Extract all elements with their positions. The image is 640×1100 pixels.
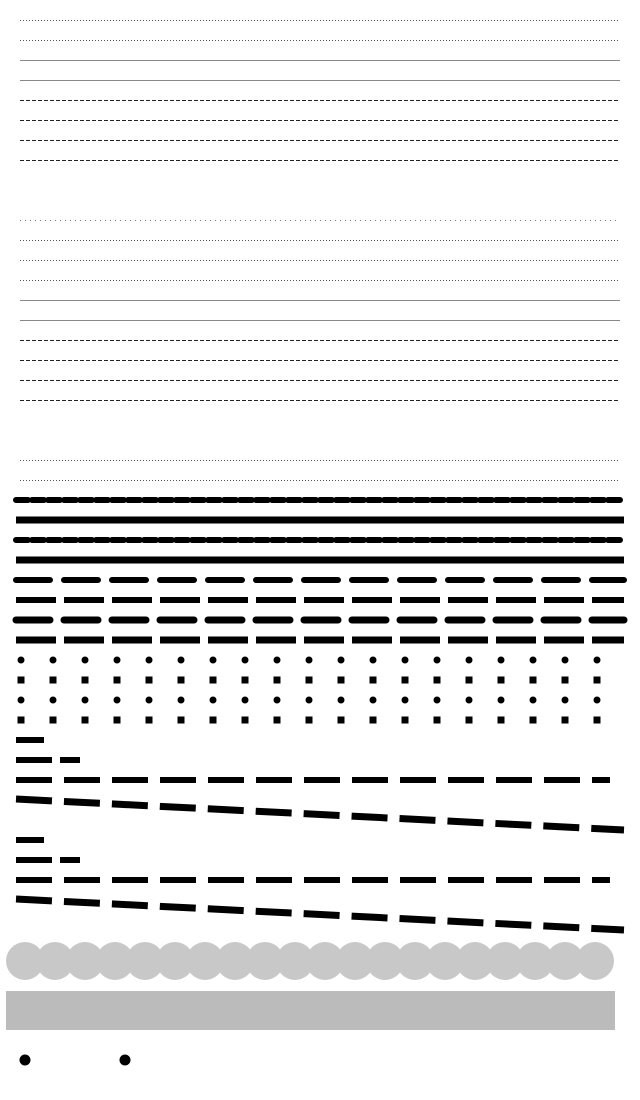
square-row-1-mark-11 xyxy=(370,677,377,684)
dash-sequence-2 xyxy=(16,840,624,930)
dot-row-0-mark-9 xyxy=(306,657,313,664)
dot-row-0-mark-7 xyxy=(242,657,249,664)
dot-row-2-mark-2 xyxy=(82,697,89,704)
dot-row-0-mark-14 xyxy=(466,657,473,664)
dot-row-2-mark-5 xyxy=(178,697,185,704)
thick-group xyxy=(16,500,624,724)
square-row-3-mark-16 xyxy=(530,717,537,724)
thin-group-b xyxy=(20,221,620,401)
dot-row-0-mark-1 xyxy=(50,657,57,664)
dot-row-0-mark-2 xyxy=(82,657,89,664)
dot-row-0-mark-15 xyxy=(498,657,505,664)
bottom-dot-0 xyxy=(20,1055,31,1066)
square-row-1-mark-10 xyxy=(338,677,345,684)
grey-band-rect xyxy=(6,991,615,1030)
dot-row-0-mark-17 xyxy=(562,657,569,664)
bottom-dot-1 xyxy=(120,1055,131,1066)
square-row-3-mark-1 xyxy=(50,717,57,724)
square-row-1-mark-3 xyxy=(114,677,121,684)
square-row-1-mark-14 xyxy=(466,677,473,684)
dash-sequence-1 xyxy=(16,740,624,830)
dot-row-0-mark-16 xyxy=(530,657,537,664)
square-row-1-mark-1 xyxy=(50,677,57,684)
dot-row-2-mark-17 xyxy=(562,697,569,704)
dot-row-0-mark-12 xyxy=(402,657,409,664)
square-row-3-mark-9 xyxy=(306,717,313,724)
dot-row-0-mark-18 xyxy=(594,657,601,664)
dot-row-2-mark-16 xyxy=(530,697,537,704)
blob-19 xyxy=(576,942,614,980)
square-row-1-mark-5 xyxy=(178,677,185,684)
dot-row-0-mark-3 xyxy=(114,657,121,664)
dot-row-2-mark-12 xyxy=(402,697,409,704)
square-row-3-mark-11 xyxy=(370,717,377,724)
square-row-1-mark-0 xyxy=(18,677,25,684)
grey-band xyxy=(6,991,615,1030)
square-row-3-mark-8 xyxy=(274,717,281,724)
square-row-1-mark-16 xyxy=(530,677,537,684)
square-row-3-mark-2 xyxy=(82,717,89,724)
dot-row-0-mark-6 xyxy=(210,657,217,664)
square-row-3-mark-7 xyxy=(242,717,249,724)
blob-row xyxy=(6,942,614,980)
square-row-3-mark-6 xyxy=(210,717,217,724)
square-row-3-mark-14 xyxy=(466,717,473,724)
square-row-3-mark-12 xyxy=(402,717,409,724)
dot-row-2-mark-7 xyxy=(242,697,249,704)
dot-row-0-mark-11 xyxy=(370,657,377,664)
dot-row-2-mark-10 xyxy=(338,697,345,704)
square-row-1-mark-9 xyxy=(306,677,313,684)
dot-row-2-mark-15 xyxy=(498,697,505,704)
dot-row-2-mark-18 xyxy=(594,697,601,704)
dot-row-0-mark-8 xyxy=(274,657,281,664)
dot-row-2-mark-1 xyxy=(50,697,57,704)
square-row-3-mark-17 xyxy=(562,717,569,724)
square-row-3-mark-15 xyxy=(498,717,505,724)
square-row-3-mark-10 xyxy=(338,717,345,724)
dash-sequence-1-sloped-dash-row xyxy=(16,799,624,830)
thin-group-c xyxy=(20,461,620,481)
bottom-dots xyxy=(20,1055,131,1066)
thin-group-a xyxy=(20,21,620,161)
square-row-1-mark-2 xyxy=(82,677,89,684)
dot-row-0-mark-10 xyxy=(338,657,345,664)
square-row-1-mark-18 xyxy=(594,677,601,684)
square-row-1-mark-6 xyxy=(210,677,217,684)
dot-row-2-mark-13 xyxy=(434,697,441,704)
dot-row-2-mark-9 xyxy=(306,697,313,704)
dot-row-2-mark-6 xyxy=(210,697,217,704)
dot-row-2-mark-11 xyxy=(370,697,377,704)
dot-row-2-mark-3 xyxy=(114,697,121,704)
dash-sequence-2-sloped-dash-row xyxy=(16,899,624,930)
square-row-1-mark-13 xyxy=(434,677,441,684)
square-row-1-mark-12 xyxy=(402,677,409,684)
square-row-1-mark-4 xyxy=(146,677,153,684)
square-row-3-mark-0 xyxy=(18,717,25,724)
square-row-3-mark-4 xyxy=(146,717,153,724)
dot-row-2-mark-14 xyxy=(466,697,473,704)
dot-row-2-mark-8 xyxy=(274,697,281,704)
square-row-3-mark-13 xyxy=(434,717,441,724)
square-row-3-mark-5 xyxy=(178,717,185,724)
square-row-3-mark-3 xyxy=(114,717,121,724)
square-row-1-mark-7 xyxy=(242,677,249,684)
dot-row-2-mark-4 xyxy=(146,697,153,704)
square-row-3-mark-18 xyxy=(594,717,601,724)
dot-row-0-mark-13 xyxy=(434,657,441,664)
square-row-1-mark-8 xyxy=(274,677,281,684)
dot-row-2-mark-0 xyxy=(18,697,25,704)
dot-row-0-mark-0 xyxy=(18,657,25,664)
square-row-1-mark-15 xyxy=(498,677,505,684)
dot-row-0-mark-5 xyxy=(178,657,185,664)
square-row-1-mark-17 xyxy=(562,677,569,684)
dot-row-0-mark-4 xyxy=(146,657,153,664)
